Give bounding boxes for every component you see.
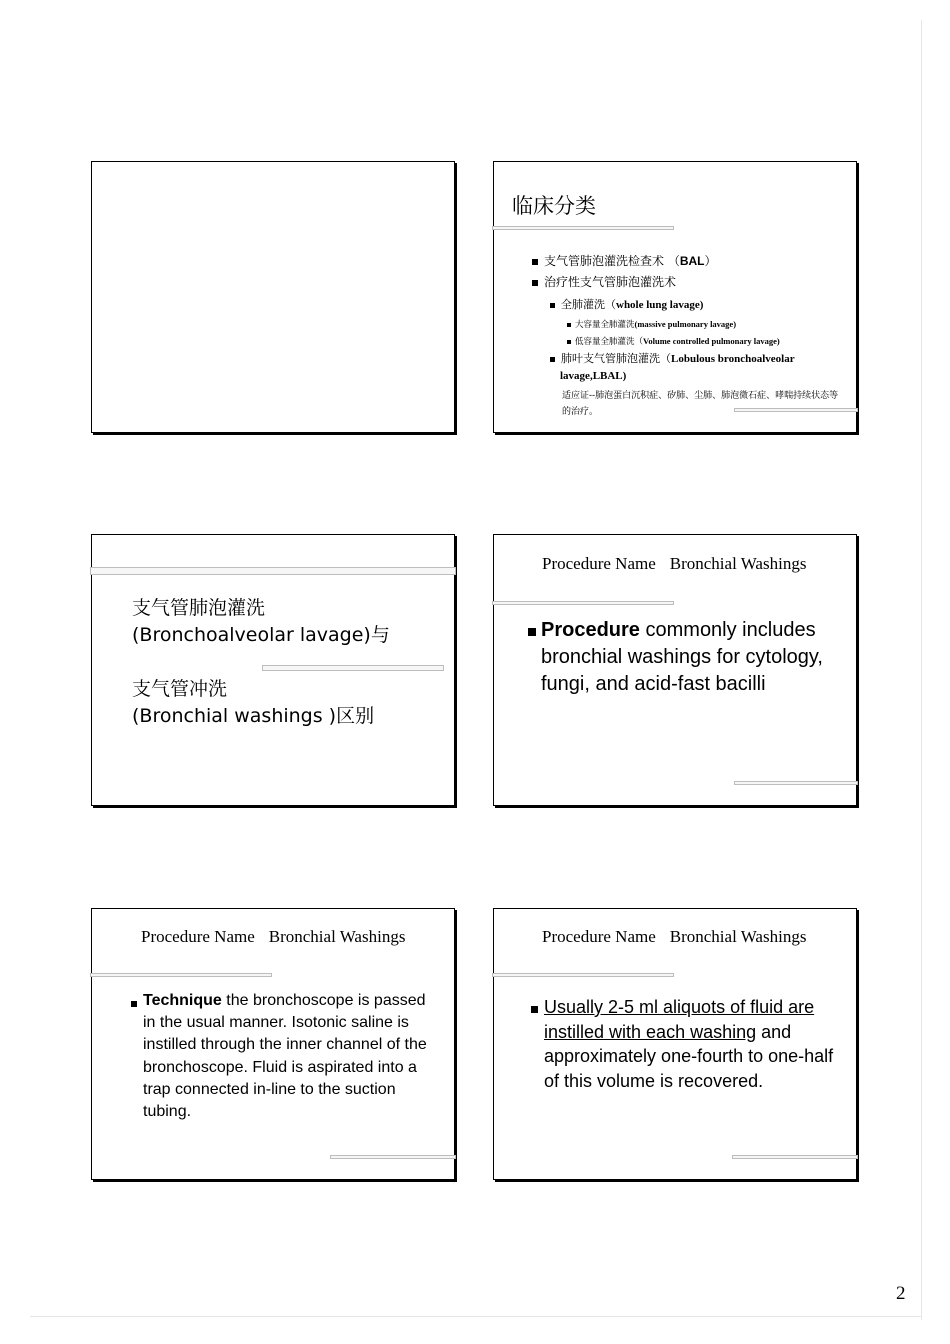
- slide-2-indications: 适应证--肺泡蛋白沉积症、矽肺、尘肺、肺泡微石症、哮喘持续状态等的治疗。: [562, 391, 839, 417]
- slide-3-line-4: (Bronchial washings )区别: [132, 705, 375, 727]
- page-edge-right: [921, 20, 922, 1320]
- slide-1: [91, 161, 455, 433]
- slide-4-footer-rule: [734, 781, 858, 785]
- slide-2-bullet-massive: 大容量全肺灌洗(massive pulmonary lavage): [567, 318, 736, 330]
- slide-3: [91, 534, 455, 806]
- bullet-icon: [567, 323, 571, 327]
- bullet-icon: [528, 628, 536, 636]
- page-edge-bottom: [30, 1316, 922, 1317]
- slide-3-line-1: 支气管肺泡灌洗: [132, 597, 266, 619]
- slide-3-top-rule: [90, 567, 456, 575]
- slide-3-spacer: [132, 649, 390, 676]
- bullet-icon: [532, 280, 538, 286]
- slide-2-title: 临床分类: [512, 194, 596, 218]
- slide-4-body: Procedure commonly includes bronchial washings for cytology, fungi, and acid-fast bacilli: [541, 617, 841, 698]
- slide-5-footer-rule: [330, 1155, 456, 1159]
- slide-5-title: Procedure Name Bronchial Washings: [141, 927, 406, 946]
- slide-3-title: [132, 595, 390, 730]
- bullet-icon: [531, 1006, 538, 1013]
- slide-6-title: Procedure Name Bronchial Washings: [542, 927, 807, 946]
- slide-2-bullet-volume-controlled: 低容量全肺灌洗（Volume controlled pulmonary lavage): [567, 335, 780, 347]
- bullet-icon: [567, 340, 571, 344]
- slide-4: [493, 534, 857, 806]
- slide-2: [493, 161, 857, 433]
- slide-5-title-rule: [90, 973, 272, 977]
- slide-6-body: Usually 2-5 ml aliquots of fluid are instilled with each washing and approximately one-fourth to one-half of this volume is recovered.: [544, 995, 836, 1093]
- slide-6-title-rule: [492, 973, 674, 977]
- slide-2-bullet-whole-lung: 全肺灌洗（whole lung lavage): [550, 296, 703, 312]
- slide-5: [91, 908, 455, 1180]
- bullet-icon: [131, 1001, 137, 1007]
- slide-2-bullet-lobulous-cont: lavage,LBAL): [560, 370, 627, 382]
- slide-2-title-rule: [492, 226, 674, 230]
- slide-4-title-rule: [492, 601, 674, 605]
- slide-5-body: Technique the bronchoscope is passed in the usual manner. Isotonic saline is instilled through the inner channel of the bronchoscope. Fluid is aspirated into a trap connected in-line to the suction tubing.: [143, 990, 431, 1123]
- bullet-icon: [550, 303, 555, 308]
- slide-4-title: Procedure Name Bronchial Washings: [542, 554, 807, 573]
- slide-2-bullet-therapeutic: 治疗性支气管肺泡灌洗术: [532, 273, 676, 290]
- bullet-icon: [532, 259, 538, 265]
- slide-6-footer-rule: [732, 1155, 858, 1159]
- slide-2-footer-rule: [734, 408, 858, 412]
- bullet-icon: [550, 357, 555, 362]
- page-number: 2: [896, 1283, 906, 1304]
- slide-2-bullet-bal: 支气管肺泡灌洗检查术 （BAL）: [532, 252, 717, 269]
- slide-6: [493, 908, 857, 1180]
- slide-3-mid-rule: [262, 665, 444, 671]
- slide-2-bullet-lobulous: 肺叶支气管肺泡灌洗（Lobulous bronchoalveolar: [550, 350, 795, 366]
- slide-3-line-2: (Bronchoalveolar lavage)与: [132, 624, 390, 646]
- slide-3-line-3: 支气管冲洗: [132, 678, 228, 700]
